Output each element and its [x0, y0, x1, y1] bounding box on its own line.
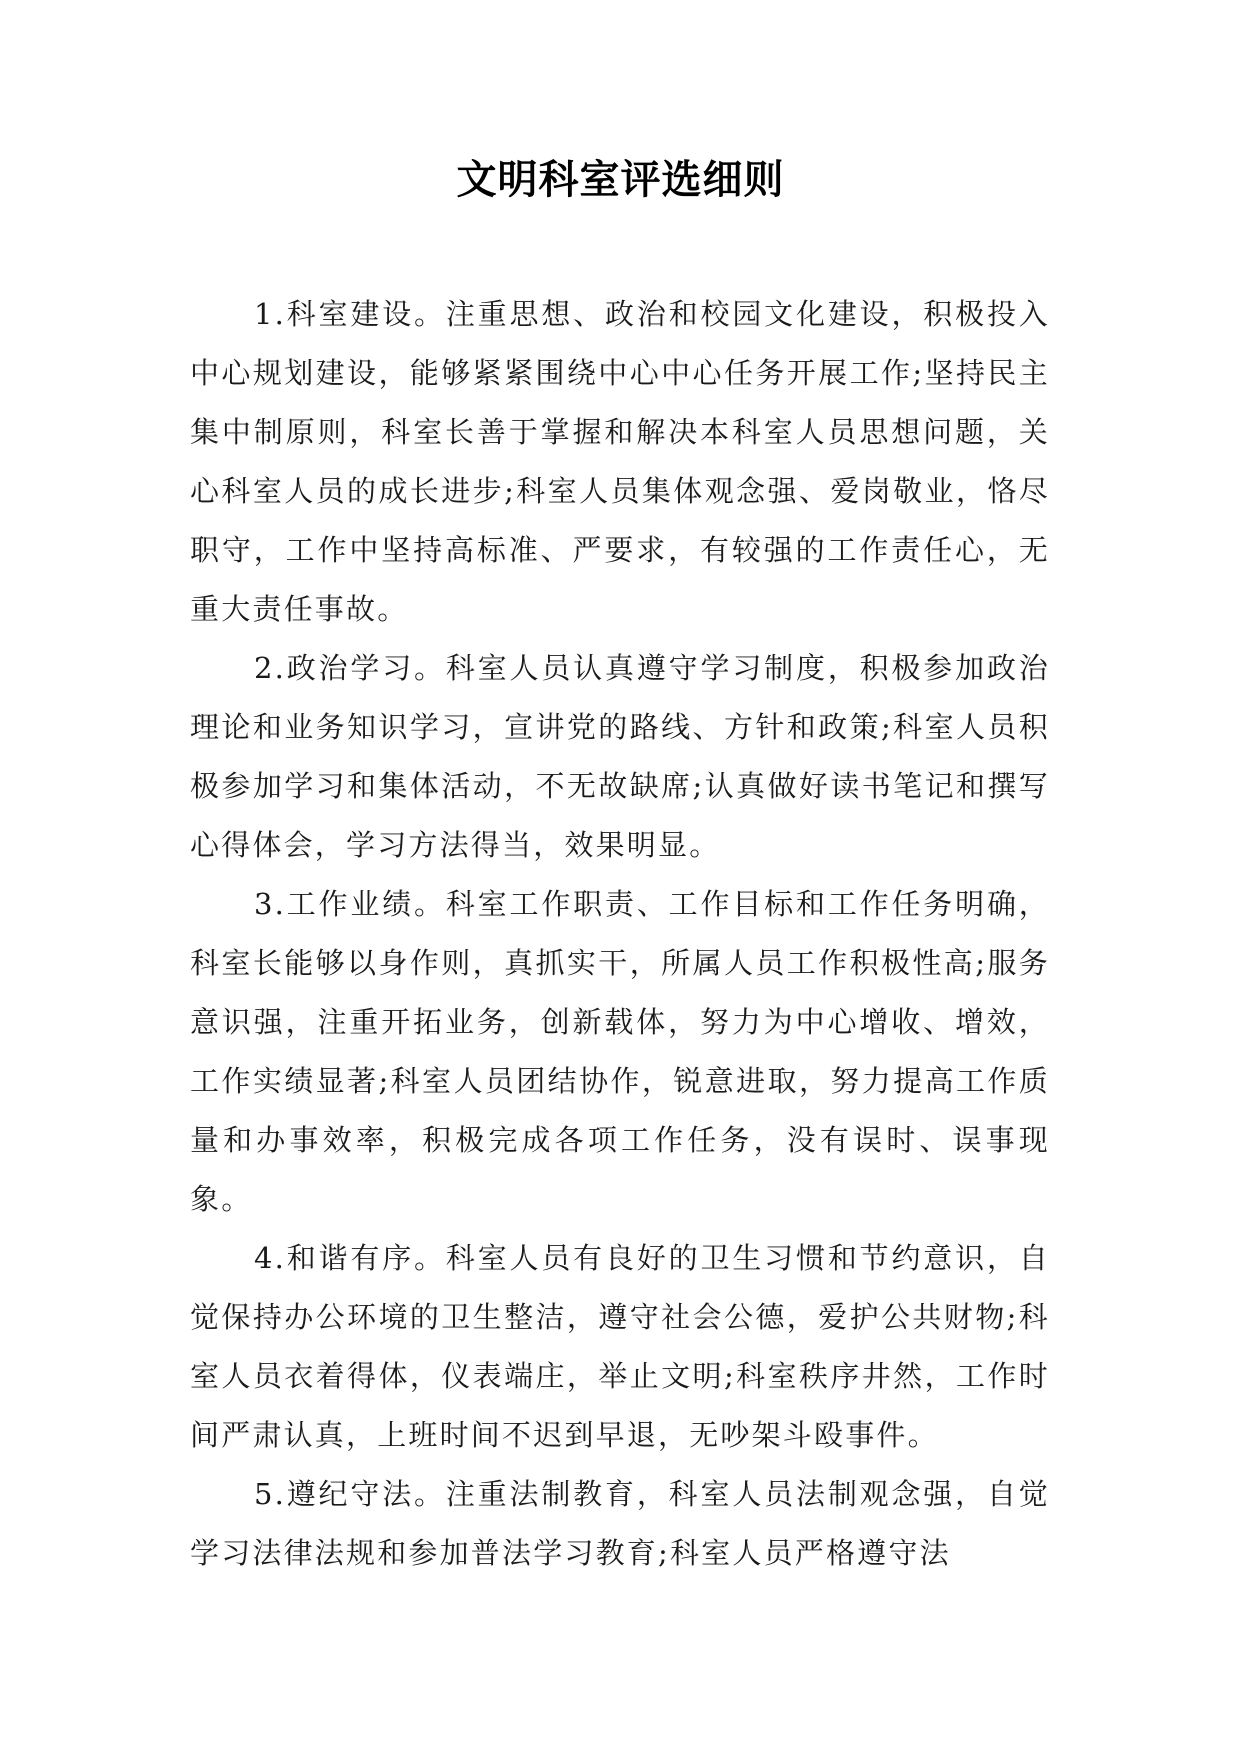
- document-body: [190, 285, 1050, 1583]
- paragraph-4: 4.和谐有序。科室人员有良好的卫生习惯和节约意识，自觉保持办公环境的卫生整洁，遵守社会公德，爱护公共财物;科室人员衣着得体，仪表端庄，举止文明;科室秩序井然，工作时间严肃认真，上班时间不迟到早退，无吵架斗殴事件。: [190, 1241, 1050, 1452]
- paragraph-2: 2.政治学习。科室人员认真遵守学习制度，积极参加政治理论和业务知识学习，宣讲党的路线、方针和政策;科室人员积极参加学习和集体活动，不无故缺席;认真做好读书笔记和撰写心得体会，学习方法得当，效果明显。: [190, 651, 1050, 862]
- paragraph-1: 1.科室建设。注重思想、政治和校园文化建设，积极投入中心规划建设，能够紧紧围绕中心中心任务开展工作;坚持民主集中制原则，科室长善于掌握和解决本科室人员思想问题，关心科室人员的成长进步;科室人员集体观念强、爱岗敬业，恪尽职守，工作中坚持高标准、严要求，有较强的工作责任心，无重大责任事故。: [190, 297, 1050, 626]
- document-title: 文明科室评选细则: [456, 157, 785, 203]
- paragraph-3: 3.工作业绩。科室工作职责、工作目标和工作任务明确，科室长能够以身作则，真抓实干，所属人员工作积极性高;服务意识强，注重开拓业务，创新载体，努力为中心增收、增效，工作实绩显著;科室人员团结协作，锐意进取，努力提高工作质量和办事效率，积极完成各项工作任务，没有误时、误事现象。: [190, 887, 1050, 1216]
- paragraph-5: 5.遵纪守法。注重法制教育，科室人员法制观念强，自觉学习法律法规和参加普法学习教育;科室人员严格遵守法: [190, 1477, 1050, 1570]
